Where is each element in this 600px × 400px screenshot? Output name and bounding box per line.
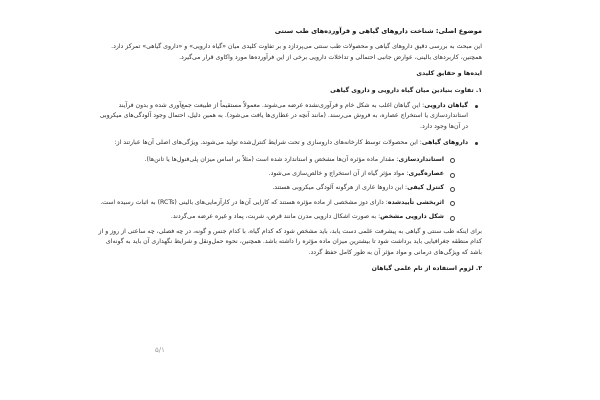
bullet-term: داروهای گیاهی	[421, 139, 468, 147]
sub-bullet-term: کنترل کیفی	[407, 184, 444, 192]
sub-bullet-text: : به صورت اشکال دارویی مدرن مانند قرص، شربت، پماد و غیره عرضه می‌گردند.	[170, 213, 381, 221]
bullet-term: گیاهان دارویی	[424, 102, 468, 110]
sub-bullet-dosage-form	[98, 212, 482, 222]
document-body	[98, 26, 482, 279]
subsection-heading-2: ۲. لزوم استفاده از نام علمی گیاهان	[371, 264, 482, 272]
sub-bullet-extraction	[98, 169, 482, 179]
page-number: ۵/۱	[155, 346, 165, 354]
sub-bullet-text: : دارای دوز مشخصی از ماده مؤثره هستند که کارایی آن‌ها در کارآزمایی‌های بالینی (RCTs) به اثبات رسیده است.	[100, 198, 388, 206]
sub-bullet-term: عصاره‌گیری	[408, 170, 444, 178]
sub-bullet-standardization	[98, 155, 482, 165]
closing-paragraph: برای اینکه طب سنتی و گیاهی به پیشرفت علمی دست یابد، باید مشخص شود که کدام گیاه، با کدام جنس و گونه، در چه فصلی، چه ساعتی از روز و از کدام منطقه جغرافیایی باید برداشت شود تا بیشترین میزان ماده مؤثره را داشته باشد. همچنین، نحوه حمل‌ونقل و شرایط نگهداری آن باید به گونه‌ای باشد که ویژگی‌های درمانی و مواد مؤثر آن به طور کامل حفظ گردد.	[98, 227, 482, 256]
bullet-text: : این گیاهان اغلب به شکل خام و فرآوری‌نشده عرضه می‌شوند. معمولاً مستقیماً از طبیعت جمع‌آوری شده و بدون فرآیند استانداردسازی یا استخراج عصاره، به فروش می‌رسند. (مانند آنچه در عطاری‌ها یافت می‌شود). به همین دلیل، احتمال وجود آلودگی‌های میکروبی در آن‌ها وجود دارد.	[99, 102, 468, 130]
subsection-heading-1: ۱. تفاوت بنیادین میان گیاه دارویی و داروی گیاهی	[330, 86, 482, 94]
sub-bullet-term: استانداردسازی	[398, 155, 444, 163]
document-title: موضوع اصلی: شناخت داروهای گیاهی و فرآورده‌های طب سنتی	[274, 27, 482, 35]
sub-bullet-text: : مقدار ماده مؤثره آن‌ها مشخص و استاندارد شده است (مثلاً بر اساس میزان پلی‌فنول‌ها یا تانن‌ها).	[144, 155, 399, 163]
bullet-herbal-plants	[98, 101, 482, 132]
sub-bullet-term: شکل دارویی مشخص	[380, 213, 444, 221]
sub-bullet-efficacy	[98, 198, 482, 208]
sub-bullet-quality-control	[98, 183, 482, 193]
sub-bullet-term: اثربخشی تأییدشده	[387, 198, 444, 206]
bullet-text: : این محصولات توسط کارخانه‌های داروسازی و تحت شرایط کنترل‌شده تولید می‌شوند. ویژگی‌های اصلی آن‌ها عبارتند از:	[114, 139, 422, 147]
sub-bullet-text: : این داروها عاری از هرگونه آلودگی میکروبی هستند.	[272, 184, 408, 192]
sub-bullet-text: : مواد مؤثر گیاه از آن استخراج و خالص‌سازی می‌شود.	[268, 170, 409, 178]
section-heading: ایده‌ها و حقایق کلیدی	[416, 70, 482, 78]
intro-paragraph: این مبحث به بررسی دقیق داروهای گیاهی و محصولات طب سنتی می‌پردازد و بر تفاوت کلیدی میان «گیاه دارویی» و «داروی گیاهی» تمرکز دارد. همچنین، کاربردهای بالینی، عوارض جانبی احتمالی و تداخلات دارویی برخی از این فرآورده‌ها مورد واکاوی قرار می‌گیرد.	[111, 43, 482, 61]
bullet-herbal-medicines	[98, 138, 482, 148]
